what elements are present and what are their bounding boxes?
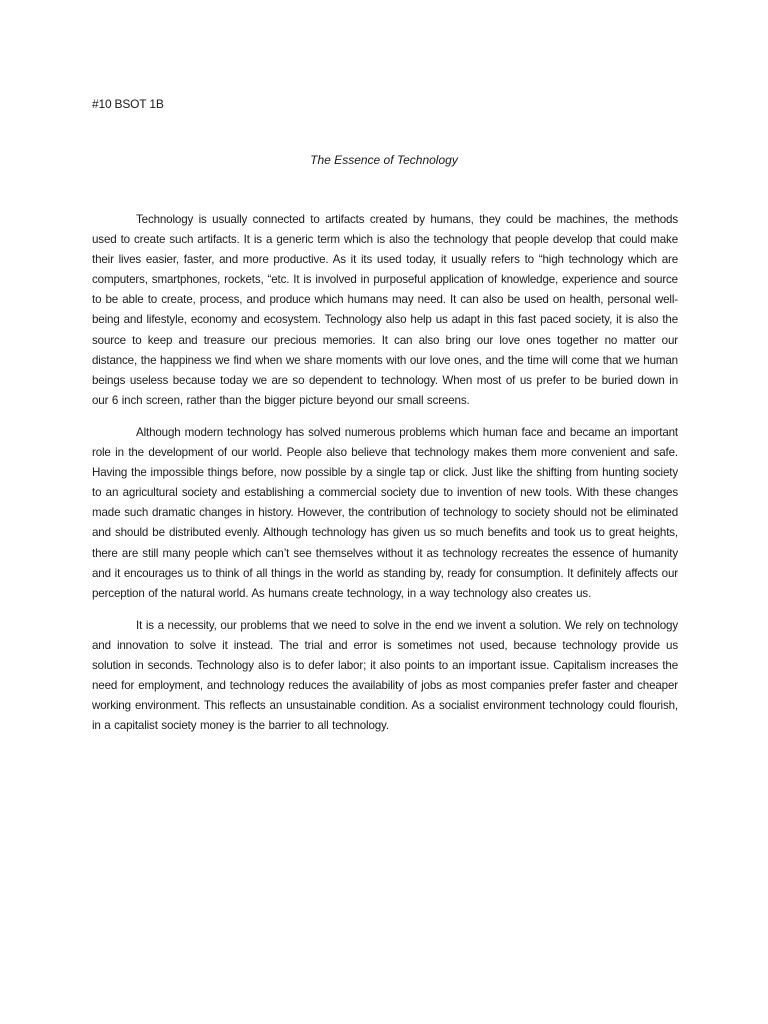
paragraph-3: It is a necessity, our problems that we need to solve in the end we invent a solution. We rely on technology and innovation to solve it instead. The trial and error is sometimes not used, because technology provide us solution in seconds. Technology also is to defer labor; it also points to an important issue. Capitalism increases the need for employment, and technology reduces the availability of jobs as most companies prefer faster and cheaper working environment. This reflects an unsustainable condition. As a socialist environment technology could flourish, in a capitalist society money is the barrier to all technology. <box>92 618 678 733</box>
document-body <box>92 210 678 748</box>
paragraph-2: Although modern technology has solved numerous problems which human face and became an important role in the development of our world. People also believe that technology makes them more convenient and safe. Having the impossible things before, now possible by a single tap or click. Just like the shifting from hunting society to an agricultural society and establishing a commercial society due to invention of new tools. With these changes made such dramatic changes in history. However, the contribution of technology to society should not be eliminated and should be distributed evenly. Although technology has given us so much benefits and took us to great heights, there are still many people which can’t see themselves without it as technology recreates the essence of humanity and it encourages us to think of all things in the world as standing by, ready for consumption. It definitely affects our perception of the natural world. As humans create technology, in a way technology also creates us. <box>92 425 678 600</box>
paragraph-1: Technology is usually connected to artifacts created by humans, they could be machines, the methods used to create such artifacts. It is a generic term which is also the technology that people develop that could make their lives easier, faster, and more productive. As it its used today, it usually refers to “high technology which are computers, smartphones, rockets, “etc. It is involved in purposeful application of knowledge, experience and source to be able to create, process, and produce which humans may need. It can also be used on health, personal well-being and lifestyle, economy and ecosystem. Technology also help us adapt in this fast paced society, it is also the source to keep and treasure our precious memories. It can also bring our love ones together no matter our distance, the happiness we find when we share moments with our love ones, and the time will come that we human beings useless because today we are so dependent to technology. When most of us prefer to be buried down in our 6 inch screen, rather than the bigger picture beyond our small screens. <box>92 213 678 407</box>
document-title: The Essence of Technology <box>310 153 458 167</box>
document-header: #10 BSOT 1B <box>92 97 164 111</box>
